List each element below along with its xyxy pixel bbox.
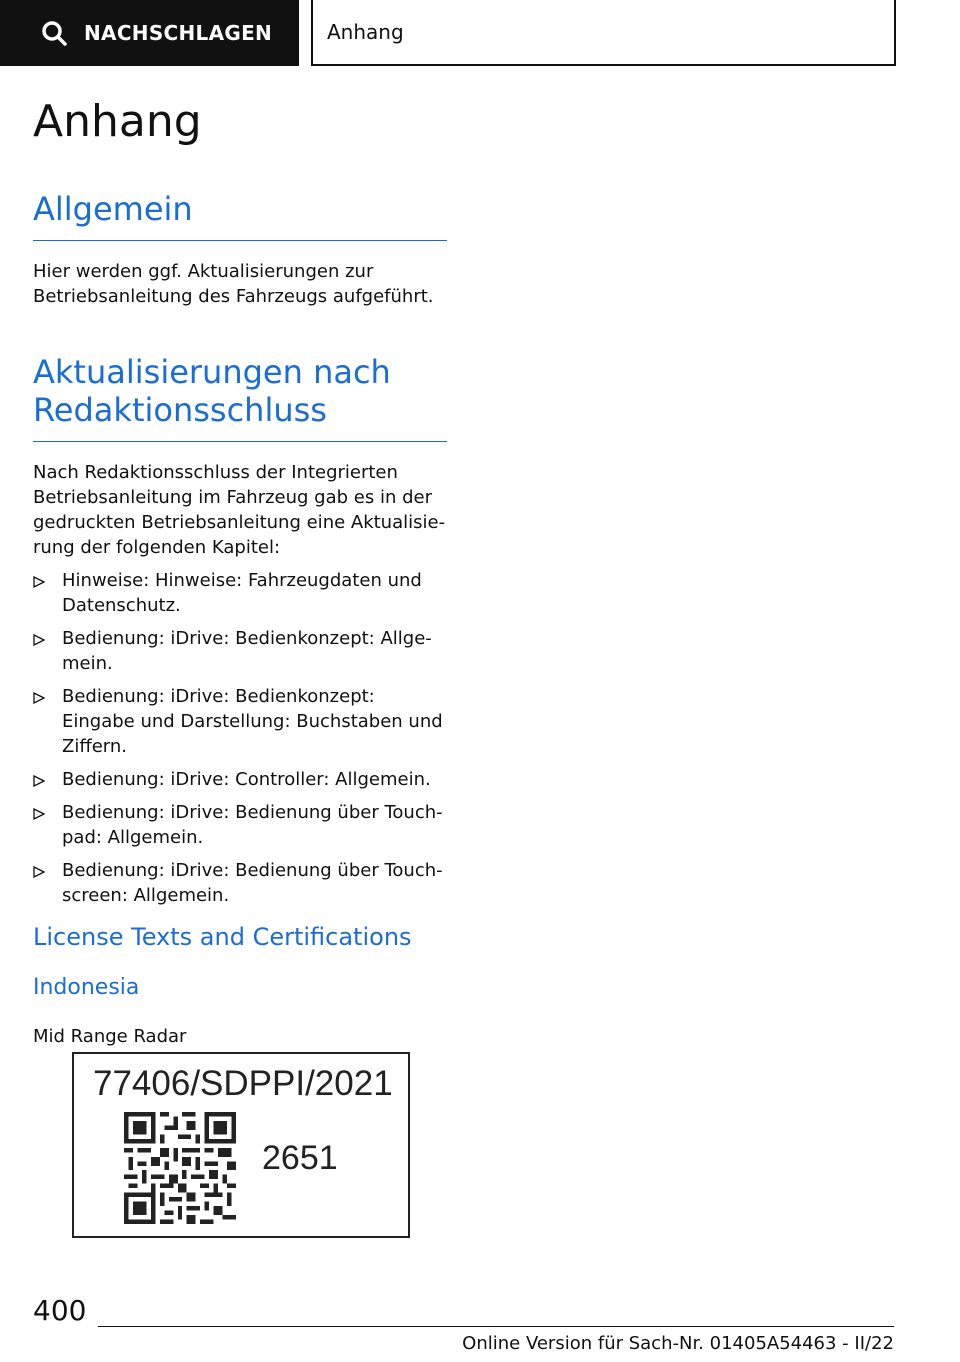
list-item-text: Hinweise: Hinweise: Fahrzeugdaten und Datenschutz.: [62, 570, 422, 616]
list-item-text: Bedienung: iDrive: Bedienkonzept: Allgemein.: [62, 628, 432, 674]
qr-code-icon: [124, 1112, 236, 1224]
heading-aktualisierungen: [33, 353, 447, 442]
list-item: [33, 858, 447, 908]
list-item: [33, 767, 447, 792]
list-item: [33, 684, 447, 759]
list-item: [33, 626, 447, 676]
triangle-bullet-icon: [33, 576, 45, 588]
page-title: Anhang: [33, 96, 202, 147]
list-item: [33, 800, 447, 850]
list-item-text: Bedienung: iDrive: Bedienkonzept: Eingabe und Darstellung: Buchstaben und Ziffern.: [62, 686, 443, 757]
chapter-list: [33, 568, 447, 908]
heading-aktualisierungen-line1: Aktualisierungen nach: [33, 353, 391, 391]
certification-label: [72, 1052, 410, 1238]
search-icon: [40, 19, 68, 47]
section-tab-label: Anhang: [327, 20, 404, 44]
page-number: 400: [33, 1294, 87, 1327]
heading-allgemein: Allgemein: [33, 190, 447, 241]
nav-tab-nachschlagen[interactable]: [0, 0, 299, 66]
section-tab-anhang[interactable]: [311, 0, 896, 66]
main-content: [33, 96, 447, 1049]
list-item-text: Bedienung: iDrive: Controller: Allgemein.: [62, 769, 431, 790]
nav-tab-label: NACHSCHLAGEN: [84, 21, 273, 45]
list-item: [33, 568, 447, 618]
heading-aktualisierungen-line2: Redaktionsschluss: [33, 391, 327, 429]
paragraph-aktualisierungen: Nach Redaktionsschluss der Integrierten Betriebsanleitung im Fahrzeug gab es in der gedruckten Betriebsanleitung eine Aktualisierung der folgenden Kapitel:: [33, 462, 446, 558]
heading-indonesia: Indonesia: [33, 975, 140, 1000]
triangle-bullet-icon: [33, 808, 45, 820]
footer-version-text: Online Version für Sach-Nr. 01405A54463 - II/22: [462, 1333, 894, 1354]
heading-license-texts: License Texts and Certifications: [33, 923, 412, 951]
triangle-bullet-icon: [33, 866, 45, 878]
header-tab-bar: [0, 0, 960, 66]
triangle-bullet-icon: [33, 634, 45, 646]
list-item-text: Bedienung: iDrive: Bedienung über Touchpad: Allgemein.: [62, 802, 443, 848]
page-footer: [0, 1290, 960, 1362]
certificate-code: 77406/SDPPI/2021: [93, 1064, 393, 1103]
list-item-text: Bedienung: iDrive: Bedienung über Touchscreen: Allgemein.: [62, 860, 443, 906]
product-name: Mid Range Radar: [33, 1026, 187, 1047]
paragraph-allgemein: Hier werden ggf. Aktualisierungen zur Betriebsanleitung des Fahrzeugs aufgeführt.: [33, 261, 434, 307]
triangle-bullet-icon: [33, 692, 45, 704]
triangle-bullet-icon: [33, 775, 45, 787]
footer-divider: [98, 1326, 894, 1327]
certificate-number: 2651: [262, 1139, 338, 1177]
